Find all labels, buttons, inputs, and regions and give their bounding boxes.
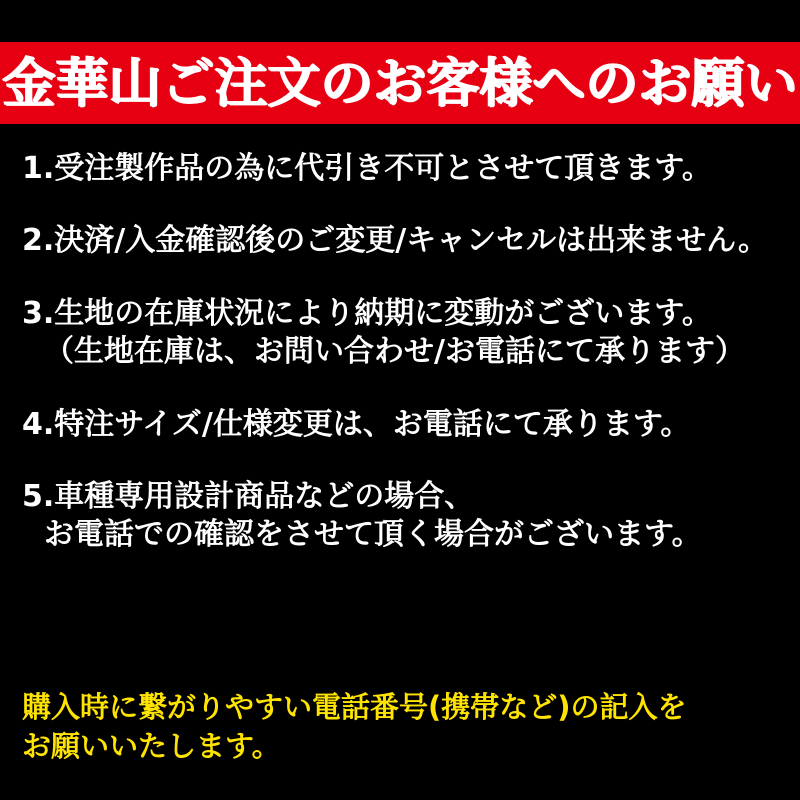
- list-item: [22, 150, 778, 188]
- footer-line-2: お願いいたします。: [22, 729, 281, 764]
- footer-request: [22, 688, 792, 766]
- list-item: [22, 406, 778, 444]
- notice-line-1: 5.車種専用設計商品などの場合、: [22, 478, 475, 514]
- title-banner: [0, 42, 800, 124]
- notice-line-1: 4.特注サイズ/仕様変更は、お電話にて承ります。: [22, 406, 691, 442]
- list-item: [22, 478, 778, 555]
- notice-list: [0, 150, 800, 589]
- page-title: 金華山ご注文のお客様へのお願い: [2, 52, 798, 114]
- notice-line-2: （生地在庫は、お問い合わせ/お電話にて承ります）: [44, 334, 745, 370]
- notice-line-1: 2.決済/入金確認後のご変更/キャンセルは出来ません。: [22, 223, 768, 259]
- list-item: [22, 295, 778, 372]
- notice-line-1: 3.生地の在庫状況により納期に変動がございます。: [22, 295, 712, 331]
- list-item: [22, 222, 778, 260]
- notice-line-2: お電話での確認をさせて頂く場合がございます。: [44, 517, 702, 553]
- notice-line-1: 1.受注製作品の為に代引き不可とさせて頂きます。: [22, 151, 712, 186]
- footer-line-1: 購入時に繋がりやすい電話番号(携帯など)の記入を: [22, 690, 687, 724]
